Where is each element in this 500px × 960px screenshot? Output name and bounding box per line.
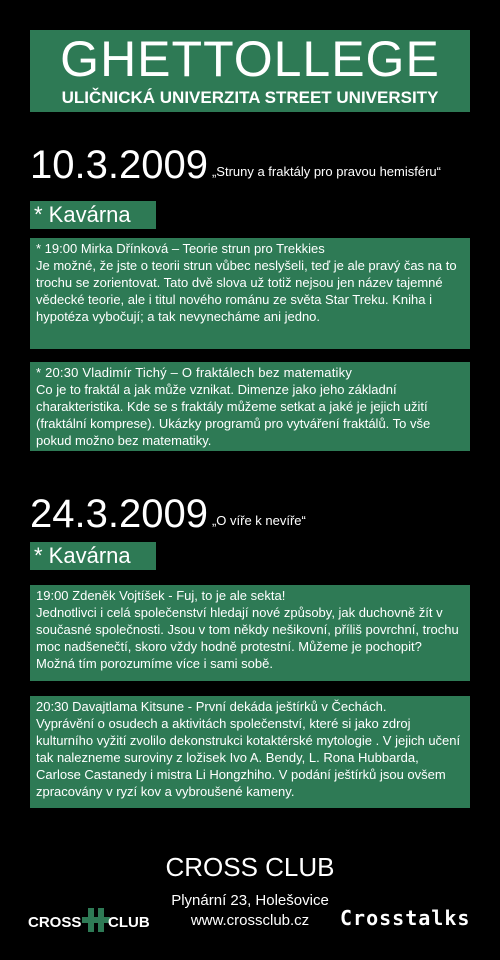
talk-description: Vyprávění o osudech a aktivitách společenství, které si jako zdroj kulturního vyžití zvolilo dekonstrukci kotaktérské mytologie . V jejich učení tak nalezneme suroviny z ložisek Ivo A. Bendy, L. Rona Hubbarda, Carlose Castanedy i mistra Li Hongzhiho. V podání ještírků jsou ovšem zpracovány v ryzí kov a vybroušené kameny. <box>36 716 461 799</box>
event-date-1 <box>30 143 441 194</box>
event-date-2 <box>30 492 306 543</box>
event-date-text: 24.3.2009 <box>30 492 208 536</box>
event-date-text: 10.3.2009 <box>30 143 208 187</box>
talk-description: Je možné, že jste o teorii strun vůbec neslyšeli, teď je ale pravý čas na to trochu se zorientovat. Tato dvě slova už totiž nejsou jen název tajemné vědecké teorie, ale i titul nového románu ze světa Star Treku. Kniha i hypotéza vybočují; a tak nevynecháme ani jedno. <box>36 258 457 324</box>
talk-description: Jednotlivci i celá společenství hledají nové způsoby, jak duchovně žít v současné společnosti. Jsou v tom někdy nešikovní, příliš povrchní, trochu moc nadšenečtí, skoro vždy hodně protestní. Můžeme je pochopit? Možná tím porozumíme více i sami sobě. <box>36 605 459 671</box>
event-theme: „Struny a fraktály pro pravou hemisféru“ <box>211 164 441 179</box>
talk-box-3 <box>30 585 470 681</box>
talk-box-1 <box>30 238 470 349</box>
logo-cross-text: CROSS <box>28 914 82 931</box>
club-website[interactable]: www.crossclub.cz <box>190 912 310 929</box>
venue-label-1: * Kavárna <box>30 201 156 229</box>
talk-title: * 19:00 Mirka Dřínková – Teorie strun pro Trekkies <box>36 241 325 256</box>
event-theme: „O víře k nevíře“ <box>211 513 306 528</box>
talk-title: 19:00 Zdeněk Vojtíšek - Fuj, to je ale sekta! <box>36 588 286 603</box>
venue-label-2: * Kavárna <box>30 542 156 570</box>
club-address: Plynární 23, Holešovice <box>171 892 329 909</box>
talk-title: 20:30 Davajtlama Kitsune - První dekáda ještírků v Čechách. <box>36 699 387 714</box>
club-name: CROSS CLUB <box>165 852 335 882</box>
talk-title: * 20:30 Vladimír Tichý – O fraktálech bez matematiky <box>36 365 353 380</box>
logo-club-text: CLUB <box>108 914 150 931</box>
talk-box-2 <box>30 362 470 451</box>
talk-box-4 <box>30 696 470 808</box>
cross-icon <box>82 908 110 932</box>
page-title: GHETTOLLEGE <box>60 31 440 87</box>
crosstalks-logo: Crosstalks <box>340 906 471 930</box>
page-subtitle: ULIČNICKÁ UNIVERZITA STREET UNIVERSITY <box>61 88 439 107</box>
talk-description: Co je to fraktál a jak může vznikat. Dimenze jako jeho základní charakteristika. Kde se s fraktály můžeme setkat a jaké je jejich užití (fraktální komprese). Ukázky programů pro vytváření fraktálů. To vše pokud možno bez matematiky. <box>36 382 431 448</box>
crossclub-logo <box>28 905 150 935</box>
header-banner <box>30 30 470 112</box>
